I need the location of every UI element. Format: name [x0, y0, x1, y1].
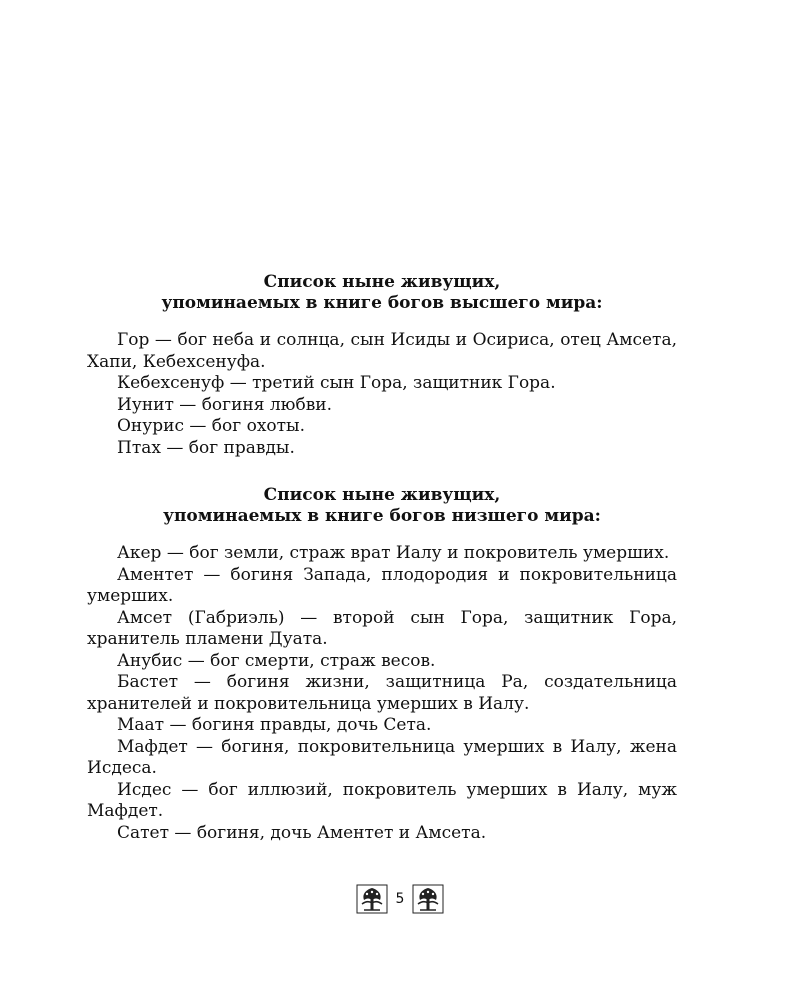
section-heading — [87, 485, 677, 527]
entry-mafdet: Мафдет — богиня, покровительница умерших в Иалу, жена Исдеса. — [87, 736, 677, 778]
page-number: 5 — [395, 891, 405, 907]
entry-onuris: Онурис — бог охоты. — [117, 416, 305, 436]
entry-kebehsenuf: Кебехсенуф — третий сын Гора, защитник Гора. — [117, 373, 556, 393]
section-lower-world — [87, 485, 677, 844]
section-heading — [87, 272, 677, 314]
entry-maat: Маат — богиня правды, дочь Сета. — [117, 715, 432, 735]
entry-list — [87, 543, 677, 844]
entry-satet: Сатет — богиня, дочь Аментет и Амсета. — [117, 822, 487, 843]
heading-line-2: упоминаемых в книге богов высшего мира: — [161, 293, 603, 313]
entry-list — [87, 330, 677, 459]
page-body — [87, 272, 677, 844]
entry-isdes: Исдес — бог иллюзий, покровитель умерших в Иалу, муж Мафдет. — [87, 779, 677, 821]
tree-ornament-icon — [356, 884, 388, 914]
tree-ornament-icon — [412, 884, 444, 914]
entry-anubis: Анубис — бог смерти, страж весов. — [117, 650, 436, 671]
heading-line-2: упоминаемых в книге богов низшего мира: — [163, 506, 601, 526]
entry-ptah: Птах — бог правды. — [117, 437, 295, 458]
entry-aker: Акер — бог земли, страж врат Иалу и покровитель умерших. — [117, 543, 670, 563]
heading-line-1: Список ныне живущих, — [263, 485, 501, 505]
page-footer — [0, 884, 800, 914]
entry-amset: Амсет (Габриэль) — второй сын Гора, защитник Гора, хранитель пламени Дуата. — [87, 607, 677, 649]
heading-line-1: Список ныне живущих, — [263, 272, 501, 292]
entry-amentet: Аментет — богиня Запада, плодородия и покровительница умерших. — [87, 564, 677, 606]
entry-bastet: Бастет — богиня жизни, защитница Ра, создательница хранителей и покровительница умерших в Иалу. — [87, 672, 677, 714]
entry-gor: Гор — бог неба и солнца, сын Исиды и Осириса, отец Амсета, Хапи, Кебехсенуфа. — [87, 330, 677, 372]
entry-iunit: Иунит — богиня любви. — [117, 394, 333, 415]
section-higher-world — [87, 272, 677, 459]
